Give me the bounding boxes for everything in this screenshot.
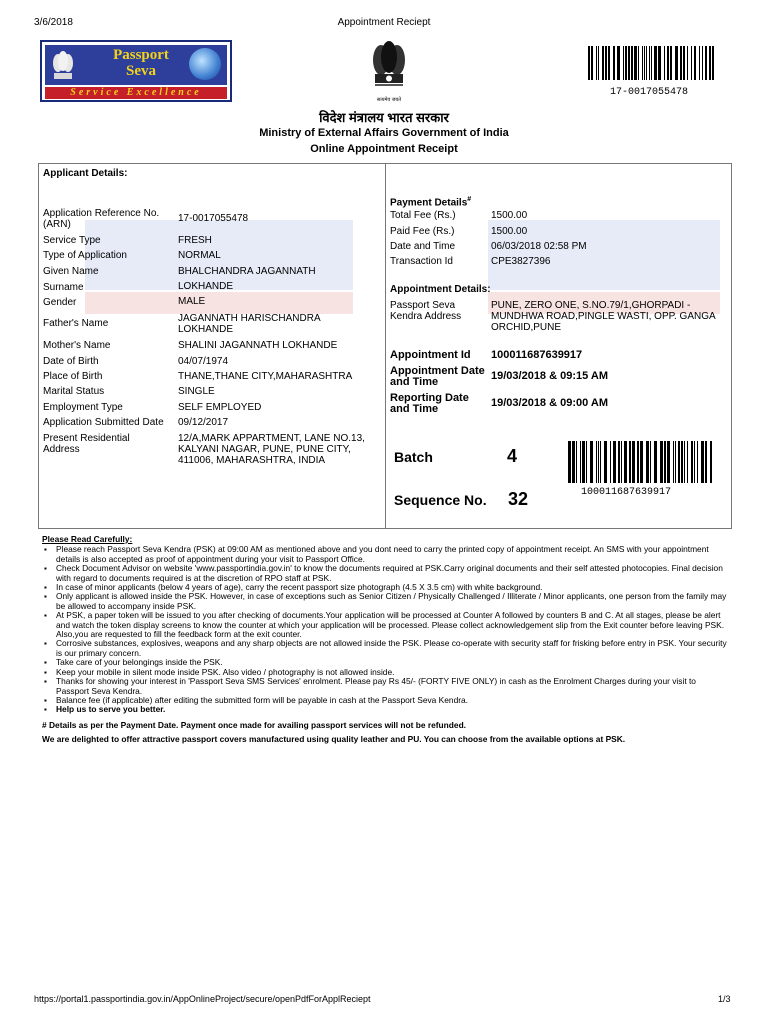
barcode-bar bbox=[588, 46, 590, 80]
payment-heading bbox=[390, 194, 471, 208]
value-submitted-date: 09/12/2017 bbox=[178, 417, 229, 428]
emblem-motto: सत्यमेव जयते bbox=[376, 97, 402, 103]
barcode-bar bbox=[646, 46, 647, 80]
appointment-heading: Appointment Details: bbox=[390, 284, 491, 295]
value-service-type: FRESH bbox=[178, 235, 212, 246]
logo-tagline: Service Excellence bbox=[45, 87, 227, 99]
passport-seva-logo bbox=[40, 40, 232, 102]
instructions bbox=[42, 535, 730, 745]
barcode-bar bbox=[628, 46, 630, 80]
batch-value: 4 bbox=[507, 446, 518, 466]
barcode-bar bbox=[705, 46, 707, 80]
logo-line1: Passport bbox=[113, 47, 169, 63]
instruction-item: ▪ Keep your mobile in silent mode inside PSK. Also video / photography is not allowed inside. bbox=[56, 668, 730, 677]
barcode-bar bbox=[602, 46, 604, 80]
value-given-name: BHALCHANDRA JAGANNATH bbox=[178, 266, 316, 277]
barcode-bar bbox=[631, 46, 633, 80]
instruction-item: ▪ Thanks for showing your interest in 'Passport Seva SMS Services' enrolment. Please pay Rs 45/- (FORTY FIVE ONLY) in cash as the Enrolment Charges during your visit to Passport Seva Kendra. bbox=[56, 677, 730, 696]
instruction-item: ▪ Balance fee (if applicable) after editing the submitted form will be payable in cash at the Passport Seva Kendra. bbox=[56, 696, 730, 705]
barcode-bar bbox=[650, 441, 651, 483]
barcode-bar bbox=[605, 46, 607, 80]
instruction-item: ▪ Help us to serve you better. bbox=[56, 705, 730, 714]
label-paid-fee: Paid Fee (Rs.) bbox=[390, 226, 455, 237]
watermark-left-band bbox=[85, 292, 353, 314]
barcode-bar bbox=[710, 441, 712, 483]
barcode-bar bbox=[691, 441, 693, 483]
barcode-bar bbox=[572, 441, 575, 483]
appointment-barcode-text: 100011687639917 bbox=[581, 487, 672, 498]
barcode-bar bbox=[675, 441, 676, 483]
barcode-bar bbox=[705, 441, 707, 483]
barcode-bar bbox=[709, 46, 711, 80]
barcode-bar bbox=[694, 46, 696, 80]
barcode-bar bbox=[629, 441, 631, 483]
barcode-bar bbox=[590, 441, 593, 483]
value-dob: 04/07/1974 bbox=[178, 356, 229, 367]
value-appointment-datetime: 19/03/2018 & 09:15 AM bbox=[491, 370, 608, 382]
value-psk-address: PUNE, ZERO ONE, S.NO.79/1,GHORPADI - MUNDHWA ROAD,PINGLE WASTI, OPP. GANGA ORCHID,PUNE bbox=[491, 300, 716, 333]
value-address: 12/A,MARK APPARTMENT, LANE NO.13, KALYANI NAGAR, PUNE, PUNE CITY, 411006, MAHARASHTRA, INDIA bbox=[178, 433, 365, 466]
value-reporting-datetime: 19/03/2018 & 09:00 AM bbox=[491, 397, 608, 409]
label-surname: Surname bbox=[43, 282, 84, 293]
barcode-bar bbox=[617, 46, 620, 80]
globe-icon bbox=[189, 48, 221, 80]
barcode-bar bbox=[640, 441, 643, 483]
label-submitted-date: Application Submitted Date bbox=[43, 417, 164, 428]
barcode-bar bbox=[621, 441, 622, 483]
value-transaction-id: CPE3827396 bbox=[491, 256, 551, 267]
barcode-bar bbox=[618, 441, 620, 483]
barcode-bar bbox=[632, 441, 635, 483]
value-application-type: NORMAL bbox=[178, 250, 221, 261]
label-address: Present Residential Address bbox=[43, 433, 130, 455]
barcode-bar bbox=[658, 46, 661, 80]
print-date: 3/6/2018 bbox=[34, 17, 73, 28]
label-employment-type: Employment Type bbox=[43, 402, 123, 413]
barcode-bar bbox=[634, 46, 637, 80]
barcode-bar bbox=[680, 46, 682, 80]
barcode-bar bbox=[664, 441, 666, 483]
label-dob: Date of Birth bbox=[43, 356, 99, 367]
barcode-bar bbox=[697, 441, 698, 483]
label-appointment-datetime: Appointment Date and Time bbox=[390, 365, 485, 388]
barcode-bar bbox=[712, 46, 714, 80]
instruction-item: ▪ In case of minor applicants (below 4 years of age), carry the recent passport size photograph (4.5 X 3.5 cm) with white background. bbox=[56, 583, 730, 592]
barcode-bar bbox=[613, 441, 616, 483]
label-mother-name: Mother's Name bbox=[43, 340, 111, 351]
barcode-bar bbox=[568, 441, 571, 483]
barcode-bar bbox=[702, 46, 703, 80]
barcode-bar bbox=[591, 46, 593, 80]
barcode-bar bbox=[600, 441, 601, 483]
barcode-bar bbox=[673, 441, 674, 483]
barcode-bar bbox=[684, 441, 685, 483]
title-receipt: Online Appointment Receipt bbox=[310, 143, 458, 155]
instructions-list bbox=[42, 545, 730, 714]
barcode-bar bbox=[670, 46, 672, 80]
title-ministry: Ministry of External Affairs Government of India bbox=[259, 127, 509, 139]
barcode-bar bbox=[664, 46, 665, 80]
barcode-bar bbox=[608, 46, 610, 80]
barcode-bar bbox=[651, 46, 652, 80]
sequence-value: 32 bbox=[508, 489, 529, 509]
label-marital-status: Marital Status bbox=[43, 386, 105, 397]
barcode-bar bbox=[683, 46, 685, 80]
label-payment-datetime: Date and Time bbox=[390, 241, 456, 252]
label-gender: Gender bbox=[43, 297, 77, 308]
footer-page: 1/3 bbox=[718, 994, 731, 1004]
footnote-covers: We are delighted to offer attractive passport covers manufactured using quality leather and PU. You can choose from the available options at PSK. bbox=[42, 734, 626, 745]
barcode-bar bbox=[681, 441, 683, 483]
label-application-type: Type of Application bbox=[43, 250, 127, 261]
value-gender: MALE bbox=[178, 296, 206, 307]
label-arn: Application Reference No. (ARN) bbox=[43, 208, 160, 230]
barcode-bar bbox=[654, 46, 657, 80]
barcode-bar bbox=[596, 46, 597, 80]
barcode-bar bbox=[613, 46, 615, 80]
instructions-heading: Please Read Carefully: bbox=[42, 534, 133, 544]
barcode-bar bbox=[701, 441, 704, 483]
barcode-bar bbox=[580, 441, 581, 483]
value-marital-status: SINGLE bbox=[178, 386, 215, 397]
barcode-bar bbox=[667, 46, 669, 80]
barcode-bar bbox=[694, 441, 695, 483]
barcode-bar bbox=[687, 441, 688, 483]
print-title: Appointment Reciept bbox=[337, 17, 431, 28]
barcode-bar bbox=[660, 441, 663, 483]
barcode-bar bbox=[623, 46, 624, 80]
payment-heading-text: Payment Details bbox=[390, 197, 468, 209]
appointment-barcode bbox=[568, 441, 716, 483]
barcode-bar bbox=[598, 441, 599, 483]
barcode-bar bbox=[691, 46, 692, 80]
value-employment-type: SELF EMPLOYED bbox=[178, 402, 262, 413]
label-father-name: Father's Name bbox=[43, 318, 109, 329]
barcode-bar bbox=[582, 441, 585, 483]
applicant-heading: Applicant Details: bbox=[43, 168, 128, 179]
barcode-bar bbox=[624, 441, 627, 483]
barcode-bar bbox=[646, 441, 649, 483]
logo-line2: Seva bbox=[126, 63, 156, 79]
barcode-bar bbox=[678, 441, 680, 483]
footnote-payment: # Details as per the Payment Date. Payment once made for availing passport services will not be refunded. bbox=[42, 719, 467, 730]
barcode-bar bbox=[610, 441, 611, 483]
national-emblem-icon bbox=[370, 40, 408, 100]
instruction-item: ▪ Take care of your belongings inside the PSK. bbox=[56, 658, 730, 667]
sequence-label: Sequence No. bbox=[394, 492, 487, 508]
instruction-item: ▪ Corrosive substances, explosives, weapons and any sharp objects are not allowed inside the PSK. Please co-operate with security staff for frisking before entry in PSK. Your security is our primary concern. bbox=[56, 639, 730, 658]
barcode-bar bbox=[667, 441, 670, 483]
column-divider bbox=[385, 163, 386, 529]
barcode-bar bbox=[649, 46, 650, 80]
barcode-bar bbox=[675, 46, 678, 80]
payment-heading-mark: # bbox=[467, 196, 472, 203]
barcode-bar bbox=[687, 46, 688, 80]
instruction-item: ▪ At PSK, a paper token will be issued to you after checking of documents.Your application will be processed at Counter A followed by counters B and C. At all stages, please be alert and watch the token display screens to know the counter at which your application will be processed. Please collect acknowledgement slip from the Exit counter before leaving PSK. Also,you are requested to fill the feedback form at the exit counter. bbox=[56, 611, 730, 639]
title-hindi: विदेश मंत्रालय भारत सरकार bbox=[319, 110, 449, 125]
barcode-bar bbox=[644, 46, 645, 80]
barcode-bar bbox=[654, 441, 657, 483]
arn-barcode-text: 17-0017055478 bbox=[610, 87, 689, 98]
instruction-item: ▪ Check Document Advisor on website 'www.passportindia.gov.in' to know the documents required at PSK.Carry original documents and their self attested photocopies. Final decision with regard to documents required is at the discretion of RPO staff at PSK. bbox=[56, 564, 730, 583]
barcode-bar bbox=[596, 441, 597, 483]
barcode-bar bbox=[604, 441, 607, 483]
emblem-icon bbox=[51, 49, 75, 81]
value-surname: LOKHANDE bbox=[178, 281, 234, 292]
label-place-of-birth: Place of Birth bbox=[43, 371, 103, 382]
arn-barcode bbox=[588, 46, 716, 80]
barcode-bar bbox=[699, 46, 700, 80]
instruction-item: ▪ Please reach Passport Seva Kendra (PSK) at 09:00 AM as mentioned above and you dont need to carry the printed copy of appointment receipt. An SMS with your appointment details is also accepted as proof of appointment during your visit to Passport Office. bbox=[56, 545, 730, 564]
batch-label: Batch bbox=[394, 449, 433, 465]
barcode-bar bbox=[576, 441, 577, 483]
barcode-bar bbox=[586, 441, 587, 483]
label-appointment-id: Appointment Id bbox=[390, 349, 471, 361]
label-transaction-id: Transaction Id bbox=[390, 256, 453, 267]
label-service-type: Service Type bbox=[43, 235, 101, 246]
label-psk-address: Passport Seva Kendra Address bbox=[390, 300, 462, 322]
instruction-item: ▪ Only applicant is allowed inside the PSK. However, in case of exceptions such as Senior Citizen / Physically Challenged / Illiterate / Minor applicants, one person from the family may be allowed to accompany inside PSK. bbox=[56, 592, 730, 611]
value-payment-datetime: 06/03/2018 02:58 PM bbox=[491, 241, 587, 252]
value-appointment-id: 100011687639917 bbox=[491, 349, 583, 361]
value-father-name: JAGANNATH HARISCHANDRA LOKHANDE bbox=[178, 313, 321, 335]
barcode-bar bbox=[637, 441, 639, 483]
value-paid-fee: 1500.00 bbox=[491, 226, 528, 237]
label-total-fee: Total Fee (Rs.) bbox=[390, 210, 456, 221]
barcode-bar bbox=[625, 46, 627, 80]
value-mother-name: SHALINI JAGANNATH LOKHANDE bbox=[178, 340, 338, 351]
value-total-fee: 1500.00 bbox=[491, 210, 528, 221]
label-given-name: Given Name bbox=[43, 266, 99, 277]
value-arn: 17-0017055478 bbox=[178, 213, 249, 224]
barcode-bar bbox=[638, 46, 639, 80]
footer-url: https://portal1.passportindia.gov.in/AppOnlineProject/secure/openPdfForApplReciept bbox=[34, 994, 371, 1004]
label-reporting-datetime: Reporting Date and Time bbox=[390, 392, 469, 415]
value-place-of-birth: THANE,THANE CITY,MAHARASHTRA bbox=[178, 371, 353, 382]
barcode-bar bbox=[642, 46, 643, 80]
barcode-bar bbox=[598, 46, 599, 80]
